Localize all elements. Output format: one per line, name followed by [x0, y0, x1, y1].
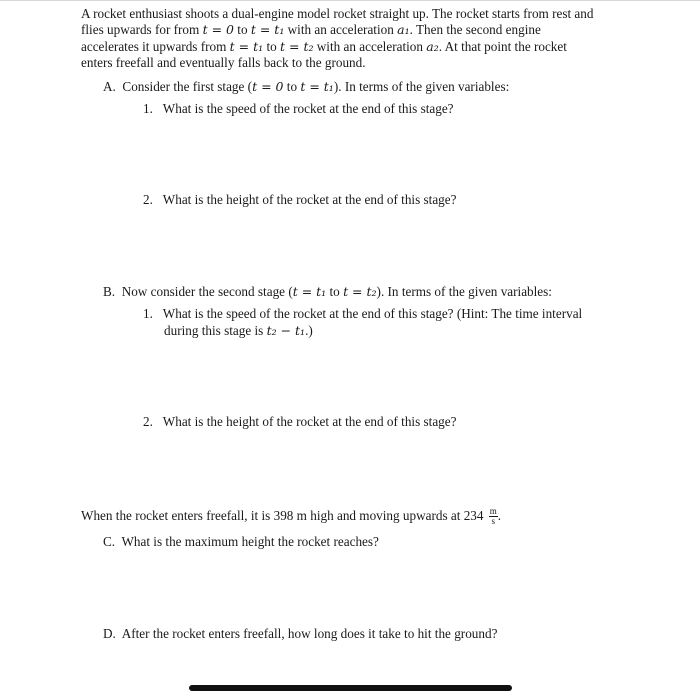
math-t-equals-0: t = 0	[202, 22, 234, 38]
question-number: 2.	[143, 414, 153, 429]
home-indicator-bar[interactable]	[189, 685, 512, 691]
part-a-heading: A. Consider the first stage (t = 0 to t = t₁). In terms of the given variables:	[103, 79, 510, 94]
part-a-question-1: 1. What is the speed of the rocket at the end of this stage?	[143, 101, 454, 116]
part-b-question-2: 2. What is the height of the rocket at the end of this stage?	[143, 414, 457, 429]
math-a1: a₁	[397, 22, 410, 38]
part-b-question-1: 1. What is the speed of the rocket at the end of this stage? (Hint: The time interval	[143, 306, 583, 321]
intro-line-4: enters freefall and eventually falls back to the ground.	[81, 54, 366, 70]
part-b-label: B.	[103, 284, 116, 299]
part-a-question-2: 2. What is the height of the rocket at the end of this stage?	[143, 192, 457, 207]
part-d-question: D. After the rocket enters freefall, how long does it take to hit the ground?	[103, 626, 498, 641]
intro-line-1: A rocket enthusiast shoots a dual-engine model rocket straight up. The rocket starts from rest and	[81, 6, 594, 21]
question-number: 1.	[143, 101, 153, 116]
question-number: 1.	[143, 306, 153, 321]
part-b-question-1-cont: during this stage is t₂ − t₁.)	[164, 323, 313, 338]
math-a2: a₂	[426, 38, 439, 54]
math-t-equals-t1: t = t₁	[250, 22, 285, 38]
intro-line-3: accelerates it upwards from t = t₁ to t = t₂ with an acceleration a₂. At that point the rocket	[81, 38, 567, 54]
math-t-equals-t1: t = t₁	[229, 38, 264, 54]
part-b-heading: B. Now consider the second stage (t = t₁ to t = t₂). In terms of the given variables:	[103, 284, 552, 299]
part-d-label: D.	[103, 626, 116, 641]
top-divider	[0, 0, 700, 1]
math-t-equals-t2: t = t₂	[280, 38, 314, 54]
question-number: 2.	[143, 192, 153, 207]
part-a-label: A.	[103, 79, 116, 94]
unit-m-per-s: $\frac{m}{s}$	[489, 506, 497, 527]
part-c-label: C.	[103, 534, 116, 549]
problem-intro	[81, 6, 626, 71]
freefall-statement: When the rocket enters freefall, it is 398 m high and moving upwards at 234 $\frac{m}{s}$ .	[81, 506, 502, 527]
intro-line-2: flies upwards for from t = 0 to t = t₁ with an acceleration a₁. Then the second engine	[81, 22, 541, 38]
part-c-question: C. What is the maximum height the rocket reaches?	[103, 534, 379, 549]
